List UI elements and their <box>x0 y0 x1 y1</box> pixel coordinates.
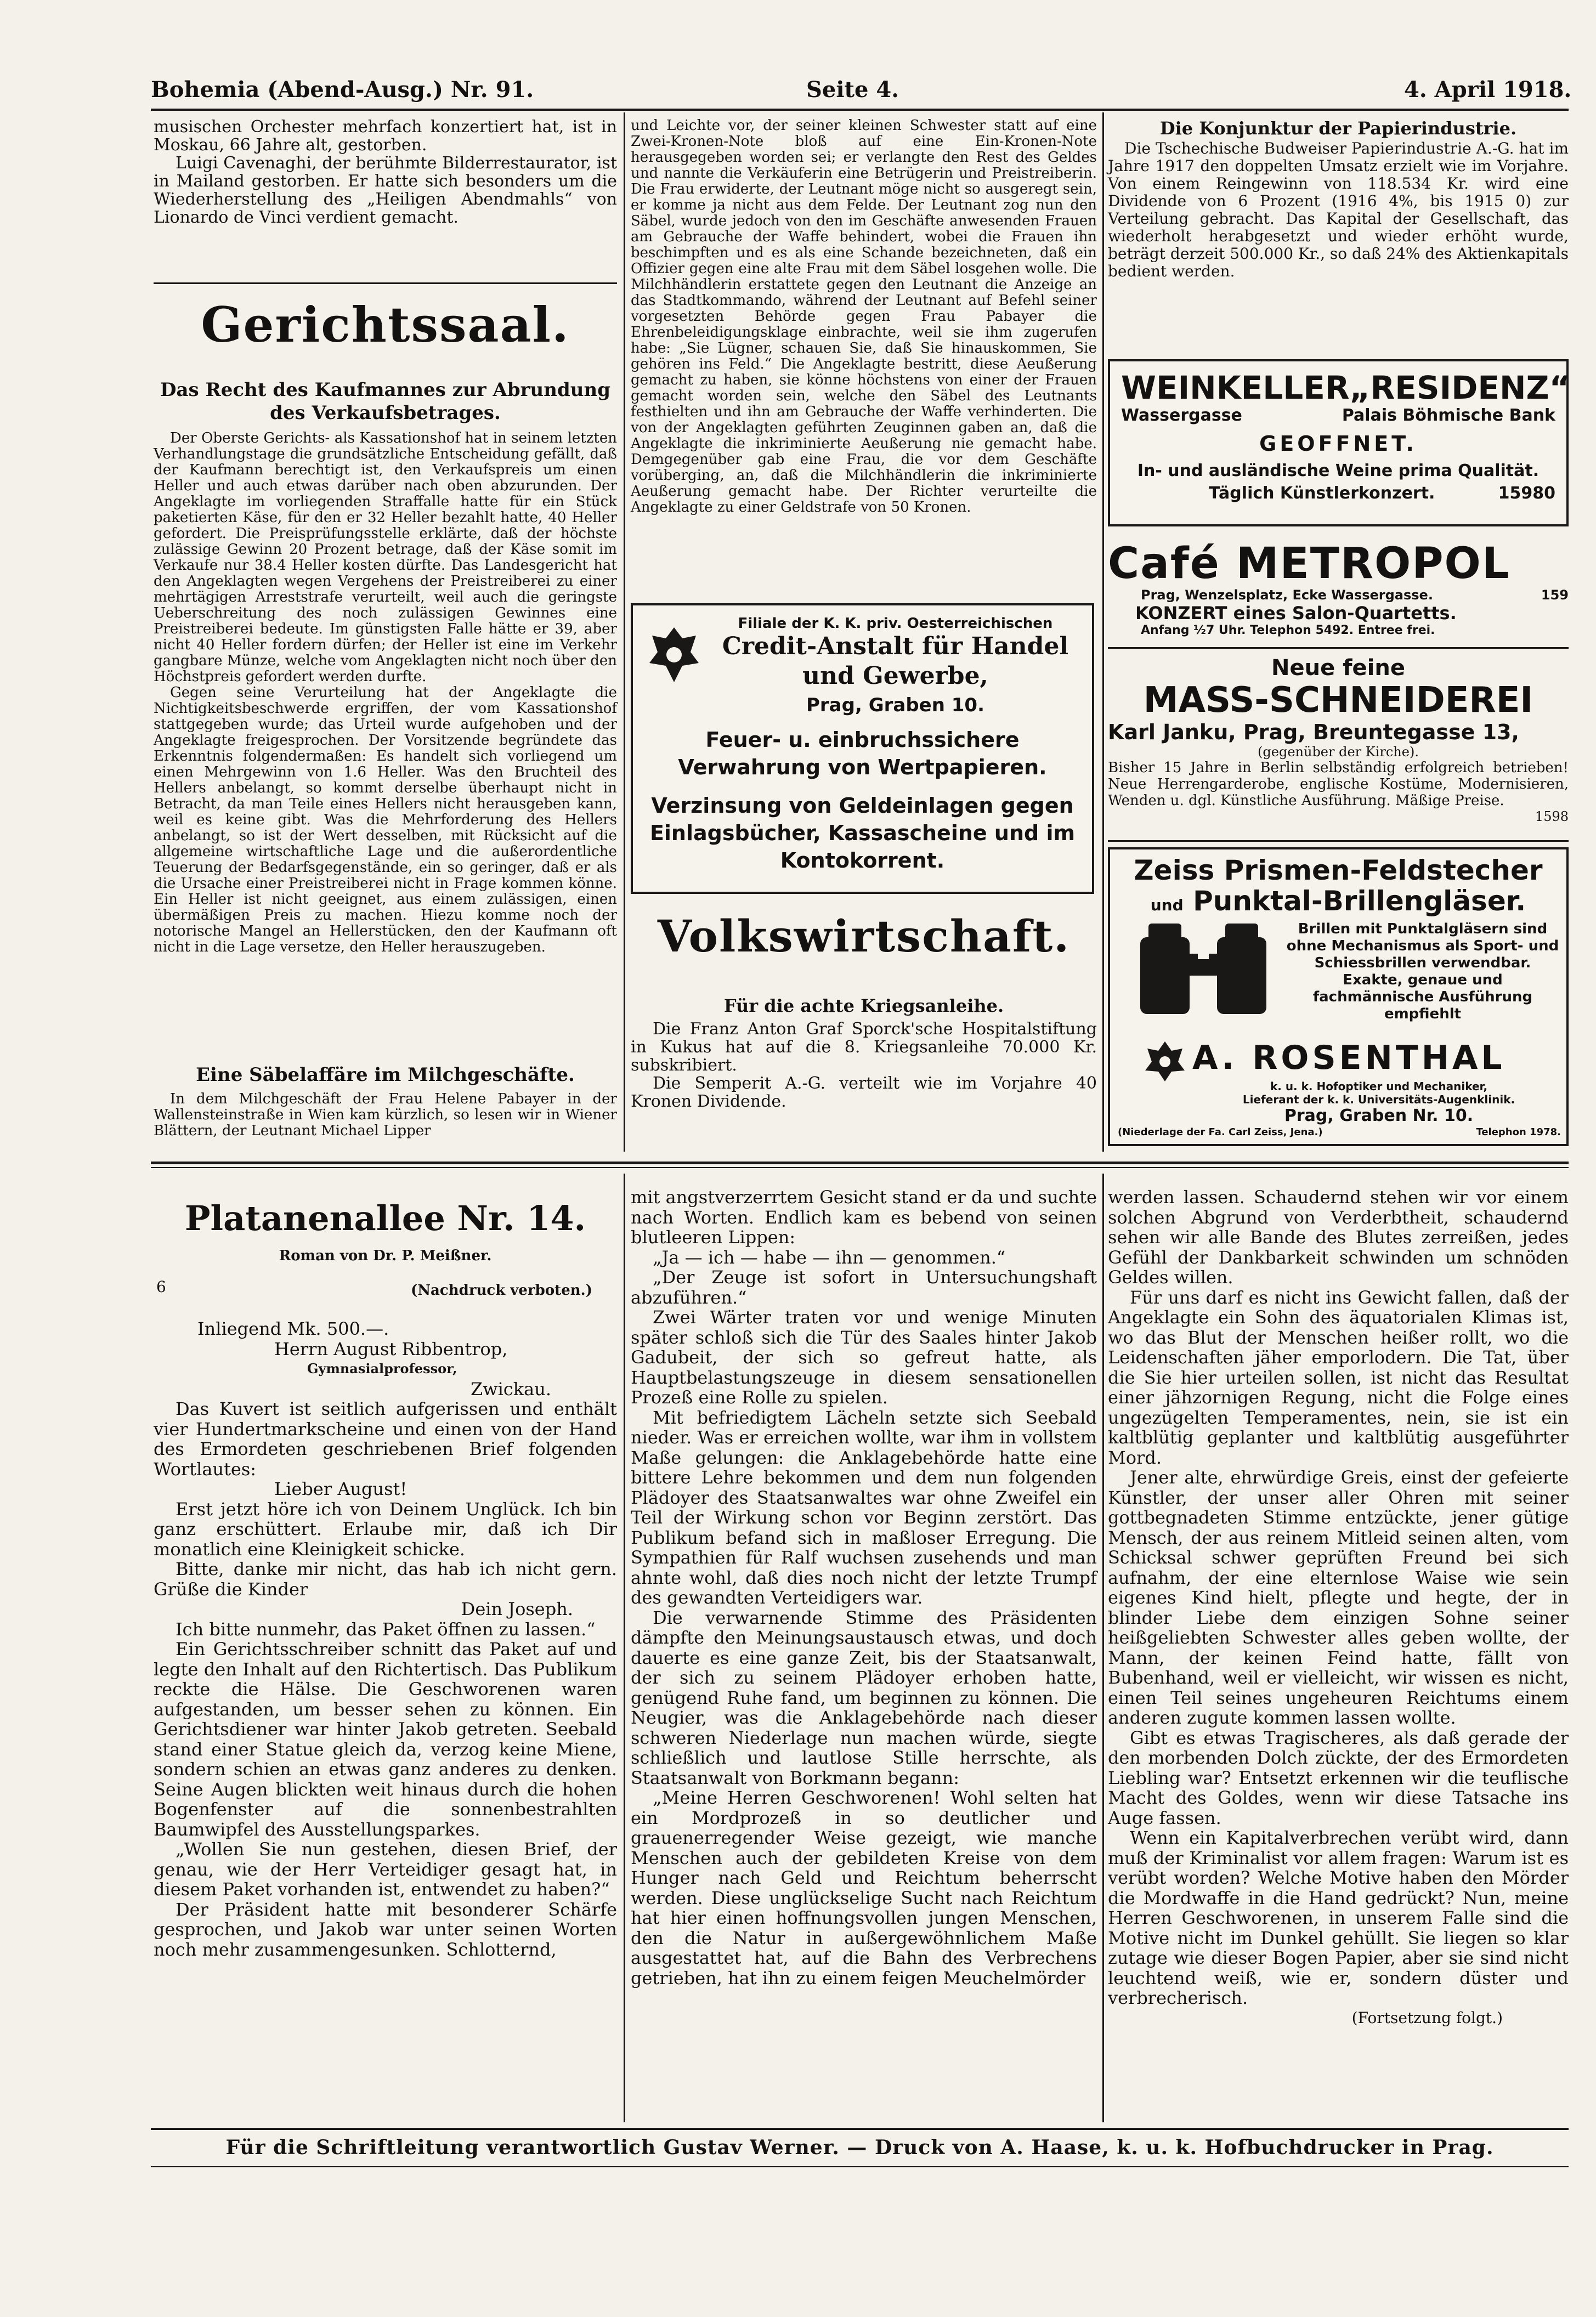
page-header-left: Bohemia (Abend-Ausg.) Nr. 91. <box>151 77 534 103</box>
ad-weinkeller <box>1108 359 1569 526</box>
novel-paragraph: werden lassen. Schaudernd stehen wir vor einem solchen Abgrund von Verderbtheit, schaudernd sehen wir alle Bande des Blutes zerreißen, jedes Gefühl der Dankbarkeit schwinden um schnöden Geldes willen. <box>1108 1187 1569 1288</box>
ad-mass-line3: Karl Janku, Prag, Breuntegasse 13, <box>1108 720 1519 744</box>
novel-paragraph: Jener alte, ehrwürdige Greis, einst der gefeierte Künstler, der unser aller Ohren mit seiner gottbegnadeten Stimme entzückte, jener gütige Mensch, der aus reinem Mitleid seinen alten, vom Schicksal schwer geprüften Freund bei sich aufnahm, der eine elternlose Waise wie sein eigenes Kind hielt, pflegte und hegte, der in blinder Liebe dem einzigen Sohne seiner heißgeliebten Schwester alles geben wollte, der Mann, der keinen Feind hatte, fällt von Bubenhand, weil er vielleicht, wir wissen es nicht, einen Teil seines ungeheuren Reichtums einem anderen zugute kommen lassen wollte. <box>1108 1467 1569 1728</box>
novel-letter-line: Erst jetzt höre ich von Deinem Unglück. Ich bin ganz erschüttert. Erlaube mir, daß ich Dir monatlich eine Kleinigkeit schicke. <box>154 1498 617 1560</box>
novel-paragraph: Gibt es etwas Tragischeres, als daß gerade der den morbenden Dolch zückte, der des Ermordeten Liebling war? Entsetzt erkennen wir die teuflische Macht des Goldes, wenn wir diese Tatsache ins Auge fassen. <box>1108 1727 1569 1828</box>
ad-cafe-concert: KONZERT eines Salon-Quartetts. <box>1135 603 1457 624</box>
ad-bank-line1: Filiale der K. K. priv. Oesterreichischen <box>738 615 1053 632</box>
novel-paragraph: Die verwarnende Stimme des Präsidenten dämpfte den Meinungsaustausch etwas, und doch dauerte es eine ganze Zeit, bis der Staatsanwalt, der sich zu seinem Plädoyer erhoben hatte, genügend Ruhe fand, um beginnen zu können. Die Neugier, was die Anklagebehörde nach dieser schweren Niederlage nun machen würde, siegte schließlich und lautlose Stille herrschte, als Staatsanwalt von Borkmann begann: <box>631 1607 1097 1788</box>
ad-bank-line2: Credit-Anstalt für Handel und Gewerbe, <box>722 632 1069 690</box>
novel-rights: (Nachdruck verboten.) <box>410 1282 592 1299</box>
novel-column-3 <box>1108 1187 1569 2028</box>
ad-wein-line1: In- und ausländische Weine prima Qualität. <box>1137 461 1540 480</box>
novel-paragraph: Ein Gerichtsschreiber schnitt das Paket auf und legte den Inhalt auf den Richtertisch. Das Publikum reckte die Hälse. Die Geschworenen waren aufgestanden, um besser sehen zu können. Ein Gerichtsdiener war hinter Jakob getreten. Seebald stand einer Statue gleich da, verzog keine Miene, sondern schien an etwas ganz anderes zu denken. Seine Augen blickten weit hinaus durch die hohen Bogenfenster auf die sonnenbestrahlten Baumwipfel des Ausstellungsparkes. <box>154 1639 617 1840</box>
ad-cafe-detail: Anfang ½7 Uhr. Telephon 5492. Entree frei. <box>1141 624 1435 637</box>
novel-paragraph: Für uns darf es nicht ins Gewicht fallen, daß der Angeklagte ein Sohn des äquatorialen Klimas ist, wo das Blut der Menschen heißer rollt, wo die Leidenschaften jäher emporlodern. Die Tat, über die Sie hier urteilen sollen, ist nicht das Resultat einer jähzornigen Regung, nicht die Folge eines ungezügelten Temperamentes, nein, sie ist ein kaltblütig geplanter und kaltblütig ausgeführter Mord. <box>1108 1287 1569 1468</box>
ad-mass-text: Bisher 15 Jahre in Berlin selbständig erfolgreich betrieben! Neue Herrengarderobe, englische Kostüme, Modernisieren, Wenden u. dgl. Künstliche Ausführung. Mäßige Preise. <box>1108 760 1569 809</box>
ad-wein-num: 15980 <box>1498 484 1555 503</box>
ad-zeiss-line2-row <box>1118 886 1559 921</box>
novel-city: Zwickau. <box>470 1378 551 1400</box>
section-rule <box>154 282 617 284</box>
article-body-saebelaffaere <box>154 1091 617 1139</box>
article-body-kaufmann <box>154 430 617 955</box>
volkswirtschaft-body <box>631 1020 1097 1111</box>
header-rule <box>151 109 1569 111</box>
novel-enclosed: Inliegend Mk. 500.—. <box>197 1318 389 1339</box>
ad-wein-address <box>1121 406 1555 425</box>
top-column-1 <box>154 118 617 226</box>
half-divider <box>151 1162 1569 1164</box>
novel-paragraph: Zwei Wärter traten vor und wenige Minuten später schloß sich die Tür des Saales hinter Jakob Gadubeit, der sich so gefreut hatte, als Hauptbelastungszeuge in diesem sensationellen Prozeß eine Rolle zu spielen. <box>631 1307 1097 1408</box>
ad-wein-addr-right: Palais Böhmische Bank <box>1342 406 1555 425</box>
ad-wein-name2: „RESIDENZ“ <box>1349 369 1570 406</box>
novel-number: 6 <box>156 1278 166 1296</box>
ad-mass-num: 1598 <box>1535 809 1569 824</box>
section-title-volkswirtschaft: Volkswirtschaft. <box>657 910 1071 962</box>
novel-paragraph: Der Präsident hatte mit besonderer Schärfe gesprochen, und Jakob war unter seinen Worten noch mehr zusammengesunken. Schlotternd, <box>154 1899 617 1960</box>
ad-cafe-addr-row <box>1108 587 1569 603</box>
novel-column-2 <box>631 1187 1097 1988</box>
ad-bank-line3: Prag, Graben 10. <box>806 694 984 716</box>
binoculars-icon <box>1132 921 1275 1019</box>
ad-mass-line2: MASS-SCHNEIDEREI <box>1143 680 1533 721</box>
ad-zeiss-line2b: Punktal-Brillengläser. <box>1193 885 1526 917</box>
ad-zeiss-text: Brillen mit Punktalgläsern sind ohne Mechanismus als Sport- und Schiessbrillen verwendbar. Exakte, genaue und fachmännische Ausführung empfiehlt <box>1286 921 1559 1022</box>
ad-mass-line1: Neue feine <box>1271 655 1405 681</box>
ad-mass-schneiderei <box>1108 655 1569 836</box>
page-header-center: Seite 4. <box>806 77 899 103</box>
obituary-intro: musischen Orchester mehrfach konzertiert hat, ist in Moskau, 66 Jahre alt, gestorben. <box>154 117 617 155</box>
novel-paragraph: Mit befriedigtem Lächeln setzte sich Seebald nieder. Was er erreichen wollte, war ihm in vollstem Maße gelungen: die Anklagebehörde hatte eine bittere Lehre bekommen und dem nun folgenden Plädoyer des Staatsanwaltes war ohne Zweifel ein Teil der Wirkung schon vor Beginn zerstört. Das Publikum befand sich in maßloser Erregung. Die Sympathien für Ralf wuchsen zusehends und man ahnte wohl, daß dies noch nicht der letzte Trumpf des gewandten Verteidigers war. <box>631 1407 1097 1608</box>
article-paragraph: und Leichte vor, der seiner kleinen Schwester statt auf eine Zwei-Kronen-Note bloß auf eine Ein-Kronen-Note herausgegeben worden sei; er verlangte den Rest des Geldes und nannte die Verkäuferin eine Betrügerin und Preistreiberin. Die Frau erwiderte, der Leutnant möge nicht so ausgeregt sein, er komme ja nicht aus dem Felde. Der Leutnant zog nun den Säbel, wurde jedoch von den im Geschäfte anwesenden Frauen am Gebrauche der Waffe behindert, wobei die Frauen ihn beschimpften und es als eine Schande bezeichneten, daß ein Offizier gegen eine alte Frau mit dem Säbel losgehen wolle. Die Milchhändlerin erstattete gegen den Leutnant die Anzeige an das Stadtkommando, während der Leutnant auf Befehl seiner vorgesetzten Behörde gegen Frau Pabayer die Ehrenbeleidigungsklage einbrachte, weil sie ihm zugerufen habe: „Sie Lügner, schauen Sie, daß Sie hinauskommen, Sie gehören ins Feld.“ Die Angeklagte bestritt, diese Aeußerung gemacht zu haben, sie könne höchstens von einer der Frauen gemacht worden sein, welche den Säbel des Leutnants festhielten und ihn am Gebrauche der Waffe verhinderten. Die von der Angeklagten geführten Zeuginnen gaben an, daß die Angeklagte die inkriminierte Aeußerung nie gemacht habe. Demgegenüber gab eine Frau, die vor dem Geschäfte vorüberging, an, daß die Milchhändlerin die inkriminierte Aeußerung gemacht habe. Der Richter verurteilte die Angeklagte zu einer Geldstrafe von 50 Kronen. <box>631 117 1097 515</box>
column-divider <box>624 1174 625 2122</box>
novel-paragraph: mit angstverzerrtem Gesicht stand er da und suchte nach Worten. Endlich kam es bebend von seinen blutleeren Lippen: <box>631 1187 1097 1248</box>
footer-imprint: Für die Schriftleitung verantwortlich Gustav Werner. — Druck von A. Haase, k. u. k. Hofbuchdrucker in Prag. <box>225 2136 1494 2159</box>
novel-addr2: Gymnasialprofessor, <box>307 1361 457 1376</box>
ad-bank-line4: Feuer- u. einbruchssichere Verwahrung von Wertpapieren. <box>678 728 1047 779</box>
ad-cafe-name: Café METROPOL <box>1108 539 1510 588</box>
ad-cafe-addr: Prag, Wenzelsplatz, Ecke Wassergasse. <box>1141 587 1433 603</box>
novel-author: Roman von Dr. P. Meißner. <box>279 1248 492 1264</box>
ad-zeiss-addr: Prag, Graben Nr. 10. <box>1284 1106 1474 1125</box>
novel-paragraph: „Meine Herren Geschworenen! Wohl selten hat ein Mordprozeß in so deutlicher und grauenerregender Weise gezeigt, wie manche Menschen auch der gebildeten Kreise von dem Hunger nach Geld und Reichtum beherrscht werden. Diese unglückselige Sucht nach Reichtum hat hier einen hoffnungsvollen jungen Menschen, den die Natur in außergewöhnlichem Maße ausgestattet hat, auf die Bahn des Verbrechens getrieben, hat ihn zu einem feigen Meuchelmörder <box>631 1787 1097 1989</box>
ad-zeiss-sub2: Lieferant der k. k. Universitäts-Augenklinik. <box>1242 1093 1515 1106</box>
ad-zeiss-line2a: und <box>1150 896 1184 914</box>
novel-paragraph: Das Kuvert ist seitlich aufgerissen und enthält vier Hundertmarkscheine und einen von der Hand des Ermordeten geschriebenen Brief folgenden Wortlautes: <box>154 1398 617 1480</box>
ad-cafe-num: 159 <box>1541 587 1569 603</box>
ad-wein-open: GEOFFNET. <box>1259 432 1417 456</box>
top-column-2-text <box>631 118 1097 515</box>
subhead-kriegsanleihe: Für die achte Kriegsanleihe. <box>723 995 1004 1016</box>
novel-salutation: Lieber August! <box>274 1478 408 1499</box>
obituary-cavenaghi: Luigi Cavenaghi, der berühmte Bilderrestaurator, ist in Mailand gestorben. Er hatte sich besonders um die Wiederherstellung des „Heiligen Abendmahls“ von Lionardo de Vinci verdient gemacht. <box>154 154 617 227</box>
ad-wein-title <box>1121 369 1570 406</box>
article-paragraph: Die Franz Anton Graf Sporck'sche Hospitalstiftung in Kukus hat auf die 8. Kriegsanleihe 70.000 Kr. subskribiert. <box>631 1019 1097 1075</box>
ad-cafe-metropol <box>1108 540 1569 644</box>
column-divider <box>1102 1174 1104 2122</box>
novel-addr1: Herrn August Ribbentrop, <box>274 1338 508 1359</box>
ad-credit-anstalt <box>631 603 1094 894</box>
ad-wein-addr-left: Wassergasse <box>1121 406 1242 425</box>
novel-continuation: (Fortsetzung folgt.) <box>1351 2008 1503 2027</box>
page-header-right: 4. April 1918. <box>1404 77 1572 103</box>
novel-letter-line: Bitte, danke mir nicht, das hab ich nicht gern. Grüße die Kinder <box>154 1559 617 1600</box>
article-title-kaufmann: Das Recht des Kaufmannes zur Abrundung des Verkaufsbetrages. <box>160 379 610 424</box>
eagle-crest-icon <box>644 622 704 688</box>
novel-paragraph: „Ja — ich — habe — ihn — genommen.“ <box>653 1247 1006 1268</box>
column-divider <box>1102 112 1104 1152</box>
ad-rule <box>1108 840 1569 842</box>
ad-wein-name1: WEINKELLER <box>1121 369 1350 406</box>
article-title-saebelaffaere: Eine Säbelaffäre im Milchgeschäfte. <box>196 1064 575 1086</box>
footer-rule <box>151 2128 1569 2130</box>
article-paragraph: Der Oberste Gerichts- als Kassationshof hat in seinem letzten Verhandlungstage die grundsätzliche Entscheidung gefällt, daß der Kaufmann berechtigt ist, den Verkaufspreis um einen Heller und auch etwas darüber nach oben abzurunden. Der Angeklagte im vorliegenden Straffalle hatte für ein Stück paketierten Käse, für den er 32 Heller bezahlt hatte, 40 Heller gefordert. Die Preisprüfungsstelle erklärte, daß der höchste zulässige Gewinn 20 Prozent betrage, daß der Käse somit im Verkaufe nur 38.4 Heller kosten dürfte. Das Landesgericht hat den Angeklagten wegen Vergehens der Preistreiberei zu einer mehrtägigen Arreststrafe verurteilt, weil auch die geringste Ueberschreitung des noch zulässigen Gewinnes eine Preistreiberei bedeute. Im günstigsten Falle hätte er 39, aber nicht 40 Heller fordern dürfen; der Heller ist eine im Verkehr gangbare Münze, welche vom Angeklagten nicht noch über den Höchstpreis gefordert werden durfte. <box>154 430 617 685</box>
half-divider <box>151 1167 1569 1168</box>
article-paragraph: In dem Milchgeschäft der Frau Helene Pabayer in der Wallensteinstraße in Wien kam kürzlich, so lesen wir in Wiener Blättern, der Leutnant Michael Lipper <box>154 1091 617 1139</box>
section-title-gerichtssaal: Gerichtssaal. <box>201 296 570 353</box>
article-paragraph: Gegen seine Verurteilung hat der Angeklagte die Nichtigkeitsbeschwerde ergriffen, der vom Kassationshof stattgegeben wurde; das Urteil wurde aufgehoben und der Angeklagte freigesprochen. Der Vorsitzende begründete das Erkenntnis folgendermaßen: Es handelt sich vorliegend um einen Mehrgewinn von 1.6 Heller. Was den Bruchteil des Hellers anbelangt, so kommt derselbe überhaupt nicht in Betracht, da man Teile eines Hellers nicht herausgeben kann, weil es keine gibt. Was die Mehrforderung des Hellers anbelangt, so ist der Wert desselben, mit Rücksicht auf die allgemeine wirtschaftliche Lage und die außerordentliche Teuerung der Bedarfsgegenstände, ein so geringer, daß er als die Ursache einer Preistreiberei nicht in Frage kommen könne. Ein Heller ist nicht geeignet, aus einem zulässigen, einen übermäßigen Preis zu machen. Hiezu komme noch der notorische Mangel an Hellerstücken, den der Kaufmann oft nicht in die Lage versetze, den Heller herauszugeben. <box>154 684 617 955</box>
eagle-crest-icon <box>1143 1039 1187 1083</box>
novel-paragraph: „Der Zeuge ist sofort in Untersuchungshaft abzuführen.“ <box>631 1267 1097 1308</box>
novel-column-1 <box>154 1319 617 1959</box>
ad-zeiss-firm: A. ROSENTHAL <box>1192 1039 1506 1077</box>
novel-paragraph: „Wollen Sie nun gestehen, diesen Brief, der genau, wie der Herr Verteidiger gesagt hat, in diesem Paket vorhanden ist, entwendet zu haben?“ <box>154 1839 617 1900</box>
ad-wein-line2: Täglich Künstlerkonzert. <box>1209 484 1435 503</box>
novel-title: Platanenallee Nr. 14. <box>184 1198 586 1238</box>
ad-mass-line4: (gegenüber der Kirche). <box>1258 744 1419 760</box>
ad-bank-line5: Verzinsung von Geldeinlagen gegen Einlagsbücher, Kassascheine und im Kontokorrent. <box>649 794 1076 873</box>
ad-zeiss-foot-left: (Niederlage der Fa. Carl Zeiss, Jena.) <box>1118 1126 1323 1138</box>
novel-signature: Dein Joseph. <box>461 1599 573 1619</box>
ad-zeiss-foot <box>1118 1126 1561 1138</box>
novel-paragraph: Wenn ein Kapitalverbrechen verübt wird, dann muß der Kriminalist vor allem fragen: Warum ist es verübt worden? Welche Motive haben den Mörder die Mordwaffe in die Hand gedrückt? Nun, meine Herren Geschworenen, in unserem Falle sind die Motive nicht im Dunkel gehüllt. Sie liegen so klar zutage wie dieser Bogen Papier, aber sie sind nicht leuchtend weiß, wie er, sondern düster und verbrecherisch. <box>1108 1827 1569 2008</box>
article-paragraph: Die Tschechische Budweiser Papierindustrie A.-G. hat im Jahre 1917 den doppelten Umsatz erzielt wie im Vorjahre. Von einem Reingewinn von 118.534 Kr. wird eine Dividende von 6 Prozent (1916 4%, bis 1915 0) zur Verteilung gebracht. Das Kapital der Gesellschaft, das wiederholt herabgesetzt und wieder erhöht wurde, beträgt derzeit 500.000 Kr., so daß 24% des Aktienkapitals bedient werden. <box>1108 139 1569 280</box>
article-body-papierindustrie <box>1108 140 1569 280</box>
ad-zeiss-foot-right: Telephon 1978. <box>1476 1126 1561 1138</box>
ad-zeiss-sub1: k. u. k. Hofoptiker und Mechaniker, <box>1270 1080 1488 1093</box>
ad-rule <box>1108 647 1569 649</box>
footer-rule <box>151 2166 1569 2167</box>
article-paragraph: Die Semperit A.-G. verteilt wie im Vorjahre 40 Kronen Dividende. <box>631 1074 1097 1111</box>
column-divider <box>624 112 625 1152</box>
ad-zeiss-rosenthal <box>1108 847 1569 1146</box>
ad-wein-bottom <box>1121 484 1555 503</box>
ad-zeiss-line1: Zeiss Prismen-Feldstecher <box>1134 854 1543 886</box>
article-title-papierindustrie: Die Konjunktur der Papierindustrie. <box>1159 118 1517 139</box>
novel-paragraph: Ich bitte nunmehr, das Paket öffnen zu lassen.“ <box>176 1618 596 1640</box>
